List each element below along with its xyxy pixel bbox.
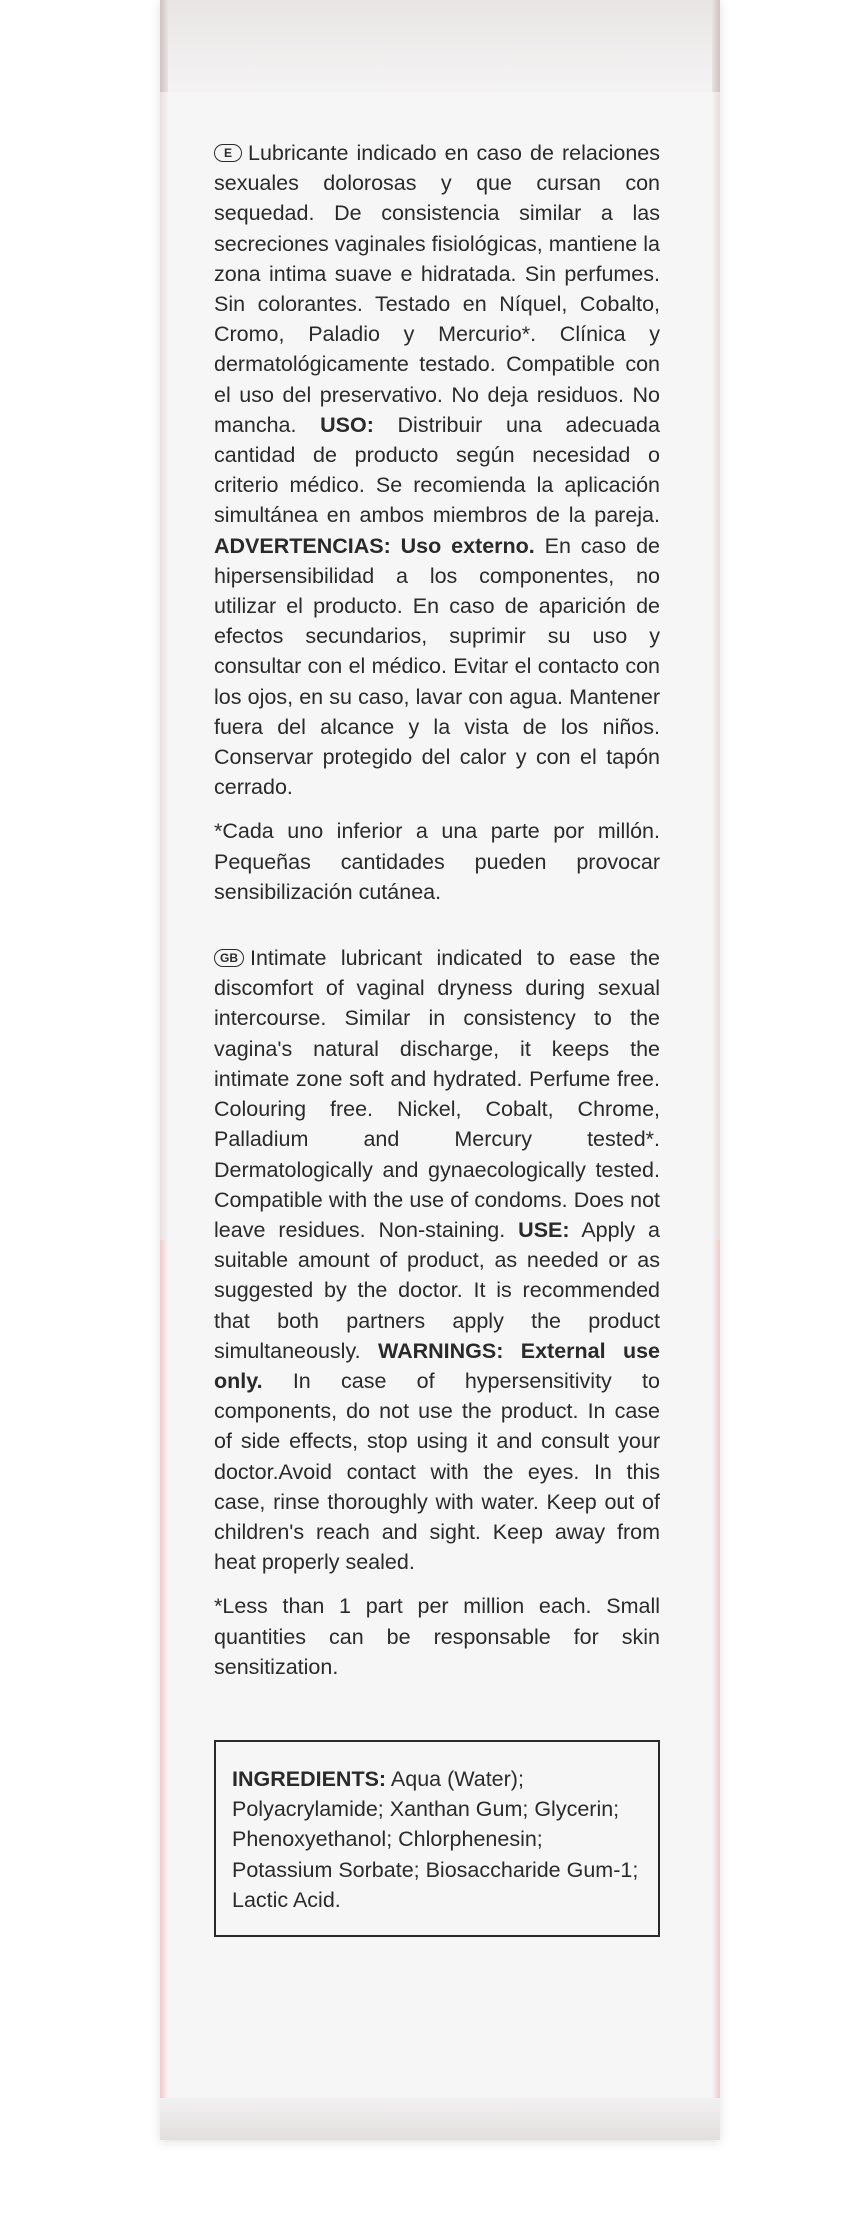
english-footnote: *Less than 1 part per million each. Small quantities can be responsable for skin sensitization. bbox=[214, 1594, 660, 1679]
spanish-advertencias-text: En caso de hipersensibilidad a los componentes, no utilizar el producto. En caso de aparición de efectos secundarios, suprimir su uso y consultar con el médico. Evitar el contacto con los ojos, en su caso, lavar con agua. Mantener fuera del alcance y la vista de los niños. Conservar protegido del calor y con el tapón cerrado. bbox=[214, 533, 660, 800]
spanish-uso-text: Distribuir una adecuada cantidad de producto según necesidad o criterio médico. Se recomienda la aplicación simultánea en ambos miembros de la pareja. bbox=[214, 412, 660, 528]
spanish-description bbox=[214, 138, 660, 802]
english-intro-text: Intimate lubricant indicated to ease the discomfort of vaginal dryness during sexual intercourse. Similar in consistency to the vagina's natural discharge, it keeps the intimate zone soft and hydrated. Perfume free. Colouring free. Nickel, Cobalt, Chrome, Palladium and Mercury tested*. Dermatologically and gynaecologically tested. Compatible with the use of condoms. Does not leave residues. Non-staining. bbox=[214, 946, 660, 1242]
ingredients-box bbox=[214, 1740, 660, 1937]
spanish-section bbox=[214, 138, 660, 907]
english-warnings-label: WARNINGS: External use only. bbox=[214, 1338, 660, 1393]
box-bottom-flap bbox=[160, 2098, 720, 2140]
spanish-intro-text: Lubricante indicado en caso de relaciones sexuales dolorosas y que cursan con sequedad. De consistencia similar a las secreciones vaginales fisiológicas, mantiene la zona intima suave e hidratada. Sin perfumes. Sin colorantes. Testado en Níquel, Cobalto, Cromo, Paladio y Mercurio*. Clínica y dermatológicamente testado. Compatible con el uso del preservativo. No deja residuos. No mancha. bbox=[214, 141, 660, 437]
spanish-uso-label: USO: bbox=[320, 412, 374, 437]
english-warnings-text: In case of hypersensitivity to components, do not use the product. In case of side effects, stop using it and consult your doctor.Avoid contact with the eyes. In this case, rinse thoroughly with water. Keep out of children's reach and sight. Keep away from heat properly sealed. bbox=[214, 1368, 660, 1575]
spanish-footnote: *Cada uno inferior a una parte por millón. Pequeñas cantidades pueden provocar sensibilización cutánea. bbox=[214, 819, 660, 904]
label-text bbox=[214, 138, 660, 1937]
ingredients-text: Aqua (Water); Polyacrylamide; Xanthan Gum; Glycerin; Phenoxyethanol; Chlorphenesin; Potassium Sorbate; Biosaccharide Gum-1; Lactic Acid. bbox=[232, 1766, 639, 1912]
english-use-label: USE: bbox=[518, 1217, 570, 1242]
uk-badge-icon: GB bbox=[214, 949, 244, 967]
english-section bbox=[214, 943, 660, 1682]
english-use-text: Apply a suitable amount of product, as needed or as suggested by the doctor. It is recommended that both partners apply the product simultaneously. bbox=[214, 1217, 660, 1363]
spain-badge-icon: E bbox=[214, 144, 242, 162]
pink-edge-right bbox=[714, 1240, 720, 2120]
pink-edge-left bbox=[160, 1240, 166, 2120]
ingredients-label: INGREDIENTS: bbox=[232, 1766, 387, 1791]
box-top-flap bbox=[160, 0, 720, 92]
english-description bbox=[214, 943, 660, 1577]
spanish-advertencias-label: ADVERTENCIAS: Uso externo. bbox=[214, 533, 535, 558]
